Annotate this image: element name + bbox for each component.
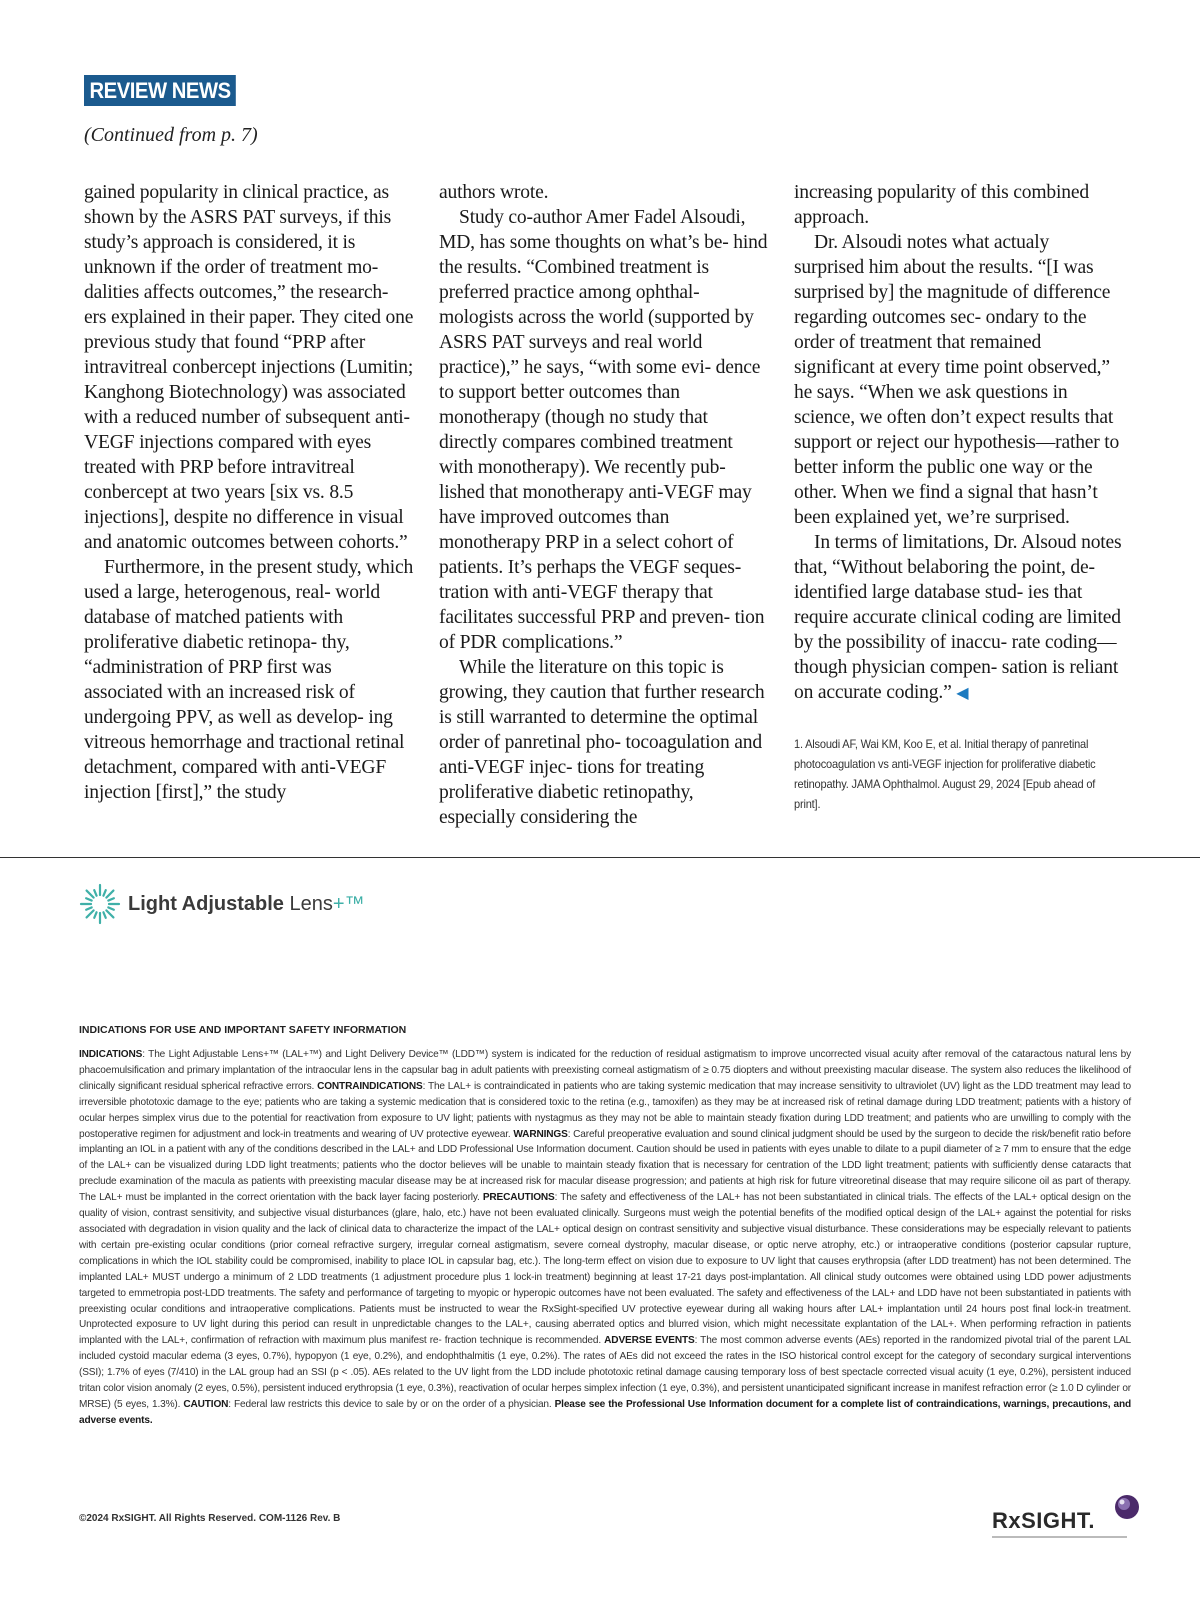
reference-citation: 1. Alsoudi AF, Wai KM, Koo E, et al. Initial therapy of panretinal photocoagulation vs anti-VEGF injection for proliferative diabetic retinopathy. JAMA Ophthalmol. August 29, 2024 [Epub ahead of print]. — [794, 737, 1096, 811]
isi-text: : Careful preoperative evaluation and sound clinical judgment should be used by the surgeon to decide the risk/benefit ratio before implanting an IOL in a patient with any of the conditions described in the LAL+ and LDD Professional Use Information document. Caution should be used in patients with eyes unable to dilate to a pupil diameter of ≥ 7 mm to ensure that the edge of the LAL+ can be visualized during LDD light treatments; patients who the doctor believes will be unable to maintain steady fixation that is necessary for centration of the LDD light treatment; patients with sufficiently dense cataracts that preclude examination of the macula as patients with preexisting macular disease may be at increased risk for macular disease progression; and patients at high risk for future vitreoretinal disease that may require silicone oil as part of therapy. The LAL+ must be implanted in the correct orientation with the back layer facing posteriorly. — [79, 1128, 1131, 1204]
paragraph — [794, 530, 1122, 706]
logo-underline — [992, 1536, 1127, 1538]
isi-label: CAUTION — [183, 1398, 229, 1410]
light-adjustable-lens-logo — [78, 882, 365, 926]
logo-text-bold: Light Adjustable — [128, 892, 284, 915]
continued-from-label: (Continued from p. 7) — [84, 124, 258, 146]
isi-heading: INDICATIONS FOR USE AND IMPORTANT SAFETY INFORMATION — [79, 1024, 407, 1036]
paragraph: While the literature on this topic is growing, they caution that further research is still warranted to determine the optimal order of panretinal pho- tocoagulation and anti-VEGF injec- tions for treating proliferative diabetic retinopathy, especially considering the — [439, 657, 765, 828]
end-of-article-icon: ◀ — [956, 685, 969, 702]
isi-label: INDICATIONS — [79, 1049, 143, 1060]
article-column-3 — [794, 180, 1122, 814]
article-column-2 — [439, 180, 769, 830]
paragraph: Furthermore, in the present study, which used a large, heterogenous, real- world database of matched patients with proliferative diabetic retinopa- thy, “administration of PRP first was associated with an increased risk of undergoing PPV, as well as develop- ing vitreous hemorrhage and tractional retinal detachment, compared with anti-VEGF injection [first],” the study — [84, 557, 414, 803]
copyright-notice: ©2024 RxSIGHT. All Rights Reserved. COM-1126 Rev. B — [79, 1513, 341, 1524]
rxsight-wordmark: RxSIGHT. — [992, 1508, 1096, 1533]
section-tag: REVIEW NEWS — [84, 75, 236, 106]
isi-closing-note: Please see the Professional Use Information document for a complete list of contraindications, warnings, precautions, and adverse events. — [79, 1398, 1131, 1426]
paragraph: Dr. Alsoudi notes what actualy surprised him about the results. “[I was surprised by] the magnitude of difference regarding outcomes sec- ondary to the order of treatment that remained significant at every time point observed,” he says. “When we ask questions in science, we often don’t expect results that support or reject our hypothesis—rather to better inform the public one way or the other. When we find a signal that hasn’t been explained yet, we’re surprised. — [794, 232, 1120, 528]
isi-text: : The Light Adjustable Lens+™ (LAL+™) and Light Delivery Device™ (LDD™) system is indicated for the reduction of residual astigmatism to improve uncorrected visual acuity after removal of the cataractous natural lens by phacoemulsification and primary implantation of the intraocular lens in the capsular bag in adult patients with preexisting corneal astigmatism of ≥ 0.75 diopters and without preexisting macular disease. The system also reduces the likelihood of clinically significant residual spherical refractive errors. — [79, 1049, 1131, 1092]
isi-label: WARNINGS — [513, 1128, 568, 1140]
lal-logo-wordmark — [128, 893, 365, 916]
rxsight-logo — [992, 1492, 1142, 1542]
important-safety-information — [79, 1047, 1131, 1429]
article-column-1 — [84, 180, 414, 805]
isi-text: : Federal law restricts this device to sale by or on the order of a physician. — [228, 1398, 555, 1410]
isi-label: ADVERSE EVENTS — [604, 1335, 695, 1347]
isi-label: PRECAUTIONS — [482, 1192, 555, 1204]
lens-burst-icon — [78, 882, 122, 926]
logo-plus-mark: +™ — [332, 892, 365, 915]
isi-text: : The LAL+ is contraindicated in patients who are taking systemic medication that may increase sensitivity to ultraviolet (UV) light as the LDD treatment may lead to irreversible phototoxic damage to the eye; patients who are taking a systemic medication that is considered toxic to the retina (e.g., tamoxifen) as they may be at increased risk of retinal damage during LDD treatment; patients with a history of ocular herpes simplex virus due to the potential for reactivation from exposure to UV light; patients with nystagmus as they may not be able to maintain steady fixation during LDD treatment; and patients who are unwilling to comply with the postoperative regimen for adjustment and lock-in treatments and wearing of UV protective eyewear. — [79, 1080, 1131, 1140]
paragraph: authors wrote. — [439, 182, 549, 203]
page-divider — [0, 857, 1200, 858]
paragraph-text: In terms of limitations, Dr. Alsoud notes that, “Without belaboring the point, de-identified large database stud- ies that require accurate clinical coding are limited by the possibility of inaccu- rate coding—though physician compen- sation is reliant on accurate coding.” — [794, 532, 1122, 703]
paragraph: gained popularity in clinical practice, as shown by the ASRS PAT surveys, if this study’s approach is considered, it is unknown if the order of treatment mo- dalities affects outcomes,” the research- ers explained in their paper. They cited one previous study that found “PRP after intravitreal conbercept injections (Lumitin; Kanghong Biotechnology) was associated with a reduced number of subsequent anti-VEGF injections compared with eyes treated with PRP before intravitreal conbercept at two years [six vs. 8.5 injections], despite no difference in visual and anatomic outcomes between cohorts.” — [84, 182, 414, 553]
isi-text: : The most common adverse events (AEs) reported in the randomized pivotal trial of the parent LAL included cystoid macular edema (3 eyes, 0.7%), hypopyon (1 eye, 0.2%), and endophthalmitis (1 eye, 0.2%). The rates of AEs did not exceed the rates in the ISO historical control except for the category of secondary surgical interventions (SSI); 1.7% of eyes (7/410) in the LAL group had an SSI (p < .05). AEs related to the UV light from the LDD include phototoxic retinal damage causing temporary loss of best spectacle corrected visual acuity (1 eye, 0.2%), persistent induced tritan color vision anomaly (2 eyes, 0.5%), persistent induced erythropsia (1 eye, 0.3%), reactivation of ocular herpes simplex infection (1 eye, 0.3%), and persistent unanticipated significant increase in manifest refraction error (≥ 1.0 D cylinder or MRSE) (5 eyes, 1.3%). — [79, 1335, 1131, 1410]
logo-text-light: Lens — [289, 892, 333, 915]
paragraph: Study co-author Amer Fadel Alsoudi, MD, has some thoughts on what’s be- hind the results. “Combined treatment is preferred practice among ophthal- mologists across the world (supported by ASRS PAT surveys and real world practice),” he says, “with some evi- dence to support better outcomes than monotherapy (though no study that directly compares combined treatment with monotherapy). We recently pub- lished that monotherapy anti-VEGF may have improved outcomes than monotherapy PRP in a select cohort of patients. It’s perhaps the VEGF seques- tration with anti-VEGF therapy that facilitates successful PRP and preven- tion of PDR complications.” — [439, 207, 768, 653]
isi-text: : The safety and effectiveness of the LAL+ has not been substantiated in clinical trials. The effects of the LAL+ optical design on the quality of vision, contrast sensitivity, and subjective visual disturbances (glare, halo, etc.) have not been evaluated clinically. Surgeons must weigh the potential benefits of the modified optical design of the LAL+ against the potential for risks associated with degradation in vision quality and the lack of clinical data to characterize the impact of the LAL+ optical design on contrast sensitivity and subjective visual disturbance. These considerations may be especially relevant to patients with certain pre-existing ocular conditions (prior corneal refractive surgery, irregular corneal astigmatism, severe corneal dystrophy, macular disease, or optic nerve atrophy, etc.) or intraoperative conditions (posterior capsular rupture, complications in which the IOL stability could be compromised, inability to place IOL in capsular bag, etc.). The long-term effect on vision due to exposure to UV light that causes erythropsia (after LDD treatment) has not been determined. The implanted LAL+ MUST undergo a minimum of 2 LDD treatments (1 adjustment procedure plus 1 lock-in treatment) beginning at least 17-21 days post-implantation. All clinical study outcomes were obtained using LDD power adjustments targeted to emmetropia post-LDD treatments. The safety and performance of targeting to myopic or hyperopic outcomes have not been evaluated. The safety and effectiveness of the LAL+ and LDD have not been substantiated in patients with preexisting ocular conditions and intraoperative complications. Patients must be instructed to wear the RxSight-specified UV protective eyewear during all waking hours after LAL+ implantation until 24 hours post final lock-in treatment. Unprotected exposure to UV light during this period can result in unpredictable changes to the LAL+, causing aberrated optics and blurred vision, which might necessitate explantation of the LAL+. When performing refraction in patients implanted with the LAL+, confirmation of refraction with maximum plus manifest re- fraction technique is recommended. — [79, 1192, 1131, 1347]
isi-label: CONTRAINDICATIONS — [317, 1080, 423, 1092]
paragraph: increasing popularity of this combined approach. — [794, 182, 1089, 228]
rxsight-orb-icon — [1112, 1492, 1142, 1522]
